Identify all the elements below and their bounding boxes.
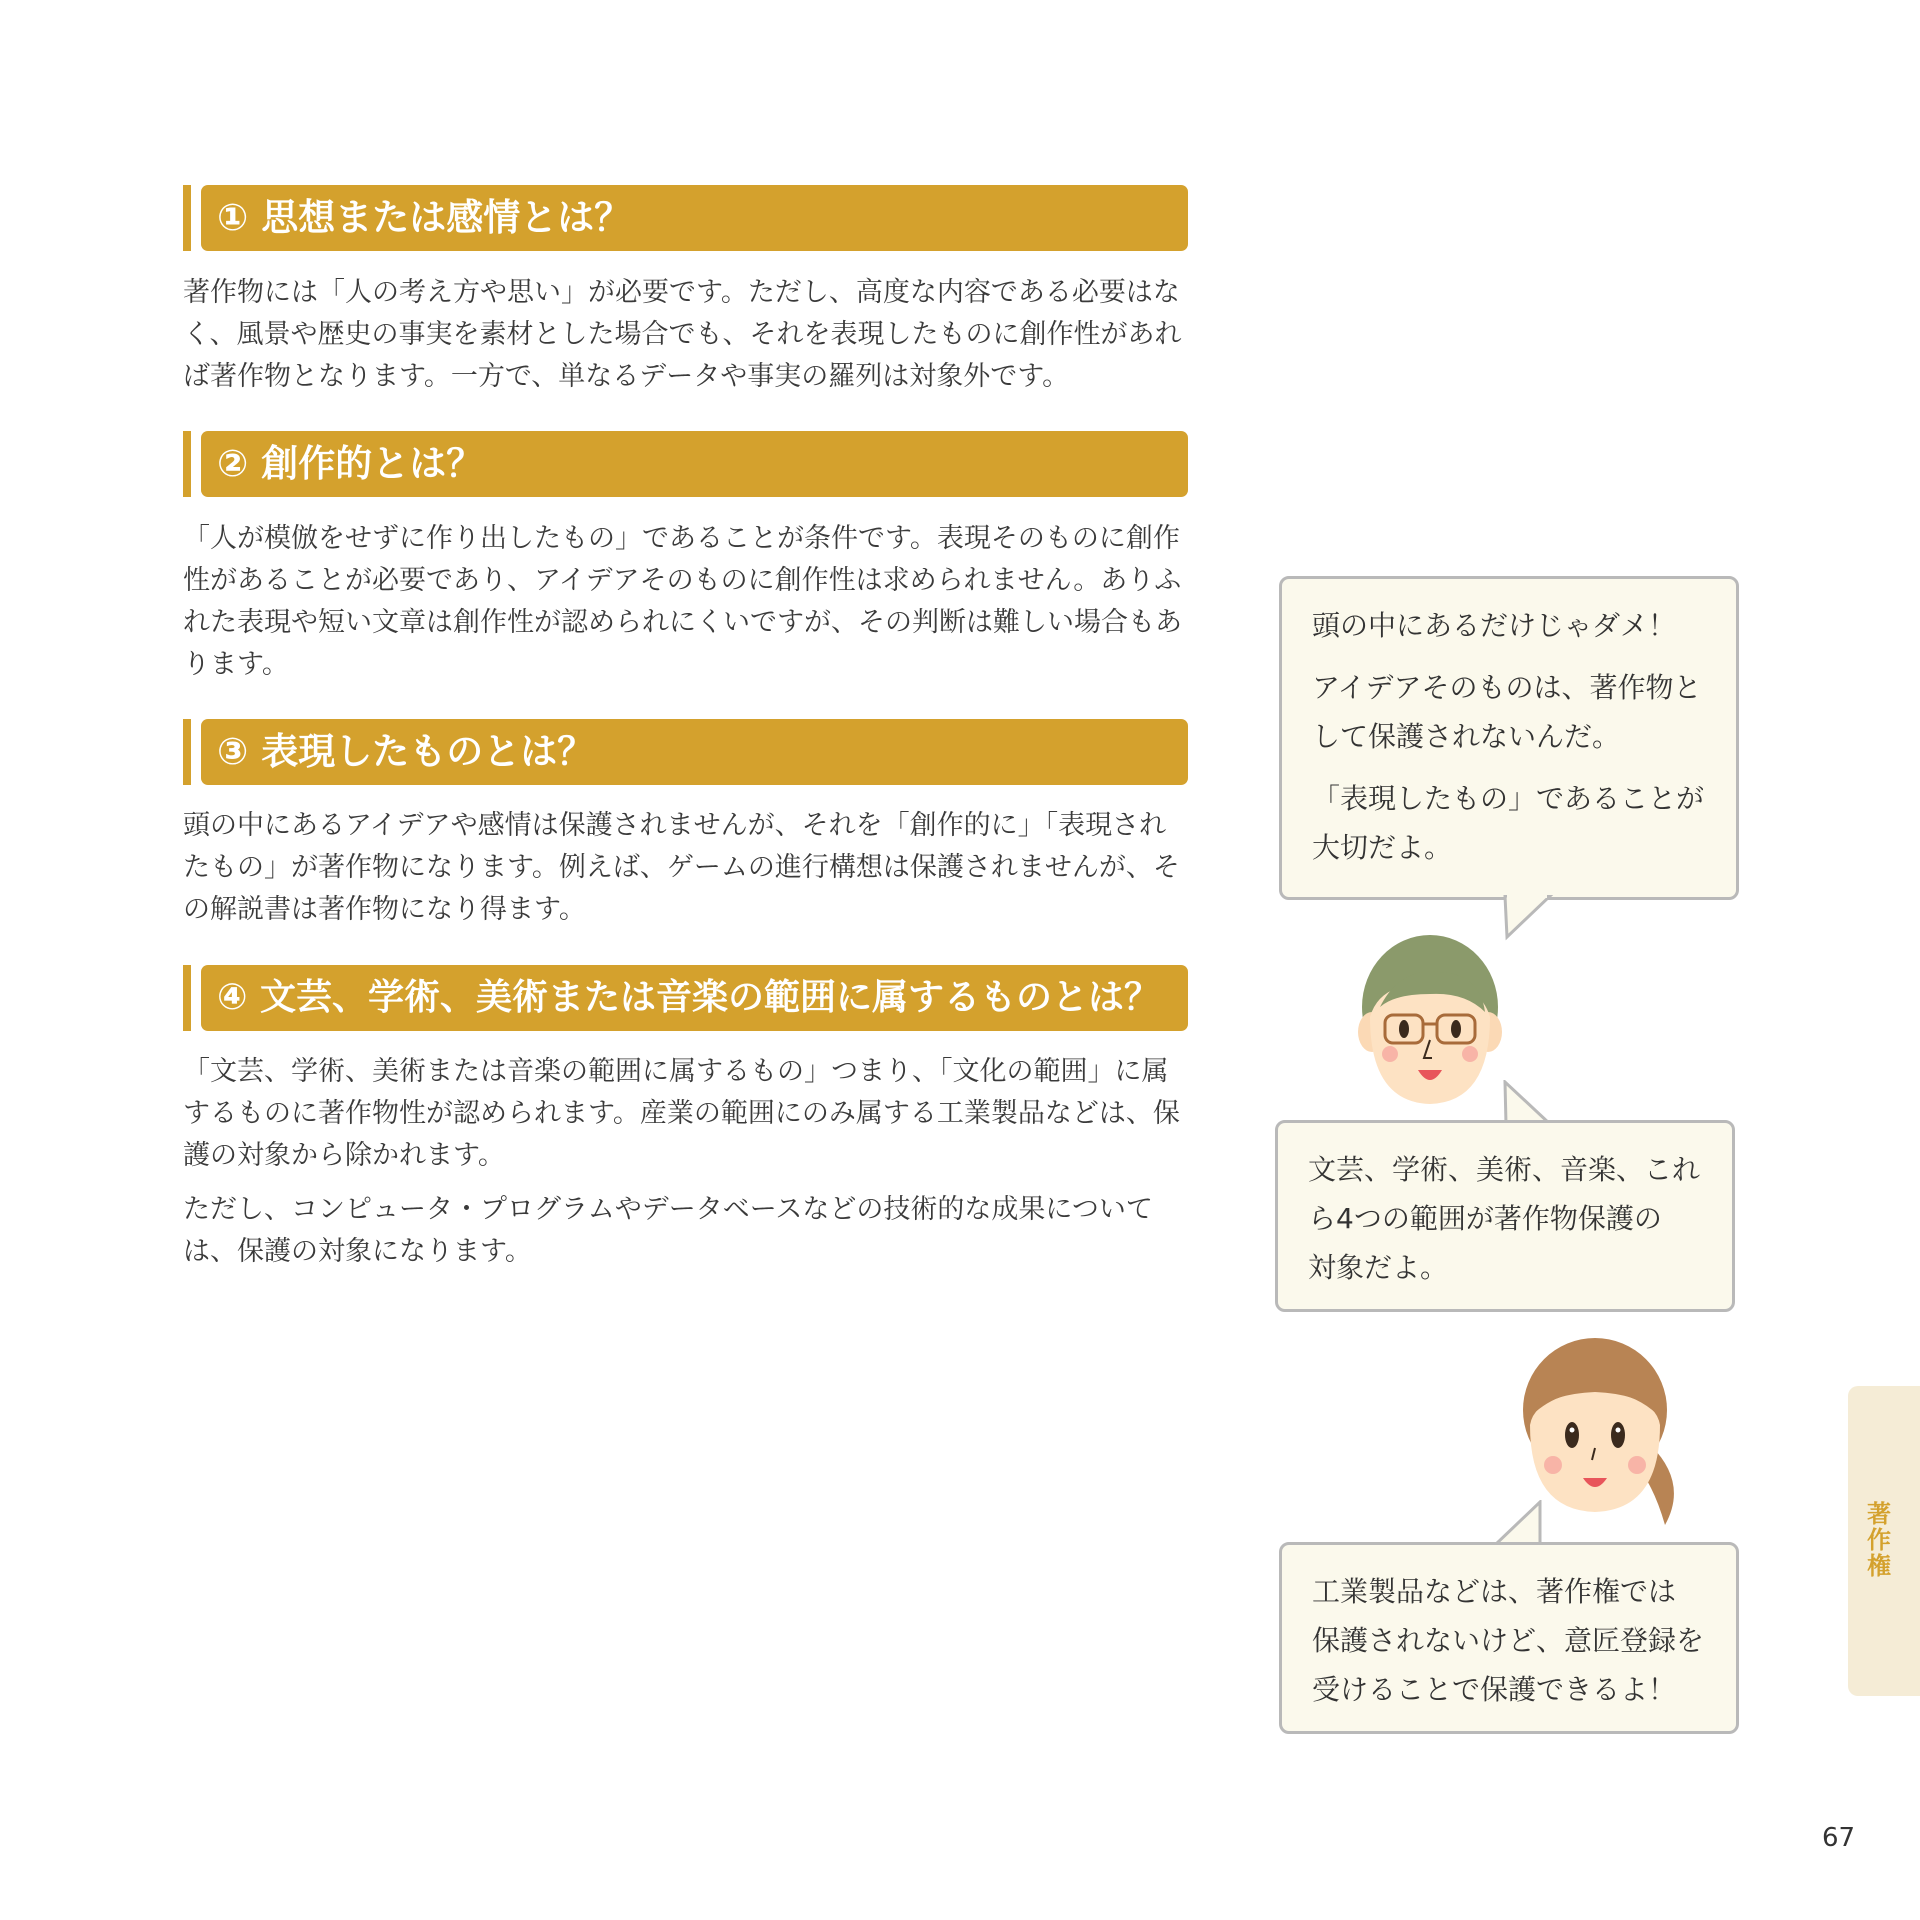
speech-bubble-1 bbox=[1279, 576, 1739, 900]
section-title-2: ② 創作的とは？ bbox=[217, 442, 484, 485]
bubble-line: 「表現したもの」であることが bbox=[1312, 782, 1705, 815]
section-heading-4 bbox=[183, 965, 1188, 1031]
bubble-line: 大切だよ。 bbox=[1312, 831, 1453, 864]
section-heading-1 bbox=[183, 185, 1188, 251]
section-body-3 bbox=[183, 805, 1193, 931]
bubble-line: して保護されないんだ。 bbox=[1312, 720, 1621, 753]
paragraph: 頭の中にあるアイデアや感情は保護されませんが、それを「創作的に」「表現されたもの」が著作物になります。例えば、ゲームの進行構想は保護されませんが、その解説書は著作物になり得ます。 bbox=[183, 810, 1180, 925]
chapter-tab-label: 著作権 bbox=[1867, 1500, 1891, 1580]
bubble-line: 文芸、学術、美術、音楽、これ bbox=[1308, 1153, 1701, 1186]
speech-bubble-2 bbox=[1275, 1120, 1735, 1312]
paragraph: 著作物には「人の考え方や思い」が必要です。ただし、高度な内容である必要はなく、風景や歴史の事実を素材とした場合でも、それを表現したものに創作性があれば著作物となります。一方で、単なるデータや事実の羅列は対象外です。 bbox=[183, 277, 1182, 392]
bubble-line: 保護されないけど、意匠登録を bbox=[1312, 1624, 1705, 1657]
section-body-1 bbox=[183, 272, 1193, 398]
section-title-4: ④ 文芸、学術、美術または音楽の範囲に属するものとは？ bbox=[217, 977, 1161, 1018]
page-number: 67 bbox=[1822, 1823, 1856, 1853]
section-heading-3 bbox=[183, 719, 1188, 785]
bubble-line: 工業製品などは、著作権では bbox=[1312, 1575, 1677, 1608]
paragraph: ただし、コンピュータ・プログラムやデータベースなどの技術的な成果については、保護の対象になります。 bbox=[183, 1194, 1153, 1267]
bubble-line: 受けることで保護できるよ！ bbox=[1312, 1673, 1677, 1706]
bubble-line: 頭の中にあるだけじゃダメ！ bbox=[1312, 609, 1677, 642]
speech-bubble-tail-3 bbox=[1490, 1500, 1550, 1546]
section-heading-2 bbox=[183, 431, 1188, 497]
bubble-line: 対象だよ。 bbox=[1308, 1251, 1449, 1284]
section-title-1: ① 思想または感情とは？ bbox=[217, 196, 632, 239]
speech-bubble-3 bbox=[1279, 1542, 1739, 1734]
heading-accent-bar bbox=[183, 431, 191, 497]
chapter-side-tab bbox=[1848, 1386, 1920, 1696]
heading-accent-bar bbox=[183, 719, 191, 785]
section-title-3: ③ 表現したものとは？ bbox=[217, 730, 595, 773]
section-body-2 bbox=[183, 518, 1193, 686]
heading-accent-bar bbox=[183, 185, 191, 251]
section-body-4 bbox=[183, 1051, 1193, 1273]
bubble-line: アイデアそのものは、著作物と bbox=[1312, 671, 1702, 704]
bubble-line: ら4つの範囲が著作物保護の bbox=[1308, 1202, 1662, 1235]
paragraph: 「文芸、学術、美術または音楽の範囲に属するもの」つまり、「文化の範囲」に属するものに著作物性が認められます。産業の範囲にのみ属する工業製品などは、保護の対象から除かれます。 bbox=[183, 1056, 1180, 1171]
heading-accent-bar bbox=[183, 965, 191, 1031]
paragraph: 「人が模倣をせずに作り出したもの」であることが条件です。表現そのものに創作性があることが必要であり、アイデアそのものに創作性は求められません。ありふれた表現や短い文章は創作性が認められにくいですが、その判断は難しい場合もあります。 bbox=[183, 523, 1182, 680]
man-character-illustration bbox=[1340, 912, 1520, 1112]
